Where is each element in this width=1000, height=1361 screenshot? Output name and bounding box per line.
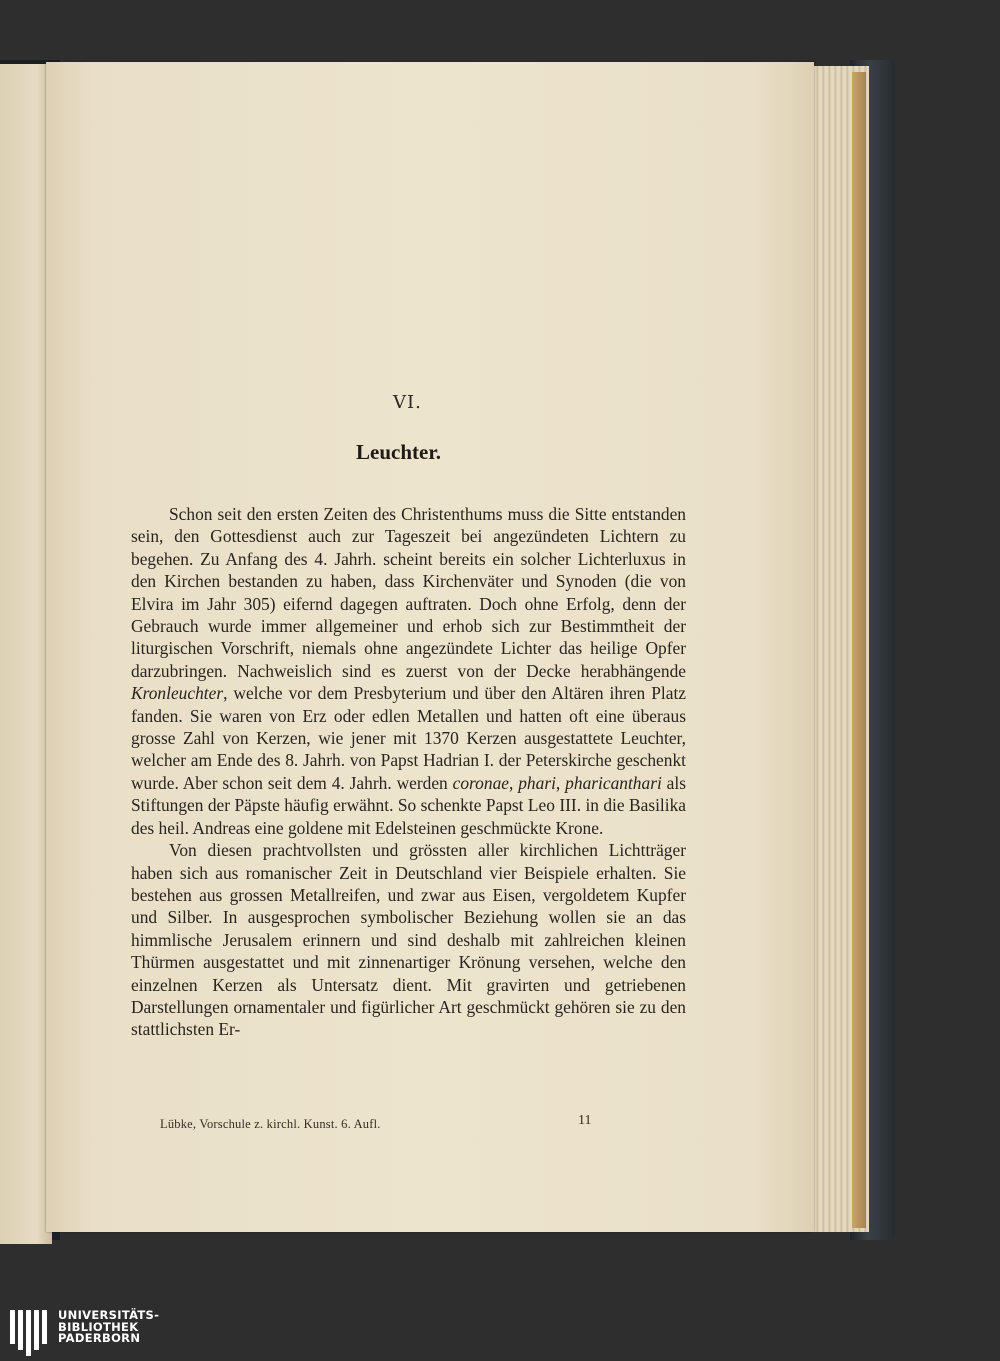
library-logo-text — [58, 1310, 159, 1345]
text-run: Schon seit den ersten Zeiten des Christenthums muss die Sitte entstanden sein, den Gottesdienst auch zur Tageszeit bei angezündeten Lichtern zu begehen. Zu Anfang des 4. Jahrh. scheint bereits ein solcher Lichterluxus in den Kirchen bestanden zu haben, dass Kirchenväter und Synoden (die von Elvira im Jahr 305) eifernd dagegen auftraten. Doch ohne Erfolg, denn der Gebrauch wurde immer allgemeiner und erhob sich zur Bestimmtheit der liturgischen Vorschrift, niemals ohne angezündete Lichter das heilige Opfer darzubringen. Nachweislich sind es zuerst von der Decke herabhängende — [131, 504, 686, 681]
text-run: , — [555, 772, 566, 793]
paragraph — [131, 839, 686, 1041]
paragraph — [131, 503, 686, 839]
page-footer — [160, 1115, 600, 1133]
text-run: Von diesen prachtvollsten und grössten aller kirchlichen Lichtträger haben sich aus romanischer Zeit in Deutschland vier Beispiele erhalten. Sie bestehen aus grossen Metallreifen, und zwar aus Eisen, vergoldetem Kupfer und Silber. In ausgesprochen symbolischer Beziehung wollen sie an das himmlische Jerusalem erinnern und sind deshalb mit zahlreichen kleinen Thürmen ausgestattet und mit zinnenartiger Krönung versehen, welche den einzelnen Kerzen als Untersatz dient. Mit gravirten und getriebenen Darstellungen ornamentaler und figürlicher Art geschmückt gehören sie zu den stattlichsten Er- — [131, 840, 686, 1040]
chapter-number: VI. — [393, 392, 422, 413]
logo-line: BIBLIOTHEK — [58, 1319, 139, 1334]
logo-line: PADERBORN — [58, 1331, 141, 1345]
chapter-title: Leuchter. — [356, 440, 441, 464]
body-text — [131, 503, 686, 1041]
footer-signature: Lübke, Vorschule z. kirchl. Kunst. 6. Aufl. — [160, 1117, 381, 1131]
italic-term: Kronleuchter — [131, 683, 224, 704]
text-run: , — [508, 772, 519, 793]
library-logo-icon — [8, 1308, 50, 1356]
library-logo — [8, 1308, 159, 1356]
page-number: 11 — [578, 1113, 592, 1128]
italic-term: pharicanthari — [565, 772, 662, 793]
left-page-edge — [0, 64, 52, 1244]
text-run: als Stiftungen der Päpste häufig erwähnt. So schenkte Papst Leo III. in die Basilika des heil. Andreas eine goldene mit Edelsteinen geschmückte Krone. — [131, 772, 687, 838]
gilt-edge — [852, 72, 866, 1228]
text-run: , welche vor dem Presbyterium und über den Altären ihren Platz fanden. Sie waren von Erz oder edlen Metallen und hatten oft eine überaus grosse Zahl von Kerzen, wie jener mit 1370 Kerzen ausgestattete Leuchter, welcher am Ende des 8. Jahrh. von Papst Hadrian I. der Peterskirche geschenkt wurde. Aber schon seit dem 4. Jahrh. werden — [131, 683, 686, 793]
logo-line: UNIVERSITÄTS- — [58, 1308, 160, 1322]
italic-term: coronae — [452, 772, 509, 793]
italic-term: phari — [518, 772, 556, 793]
